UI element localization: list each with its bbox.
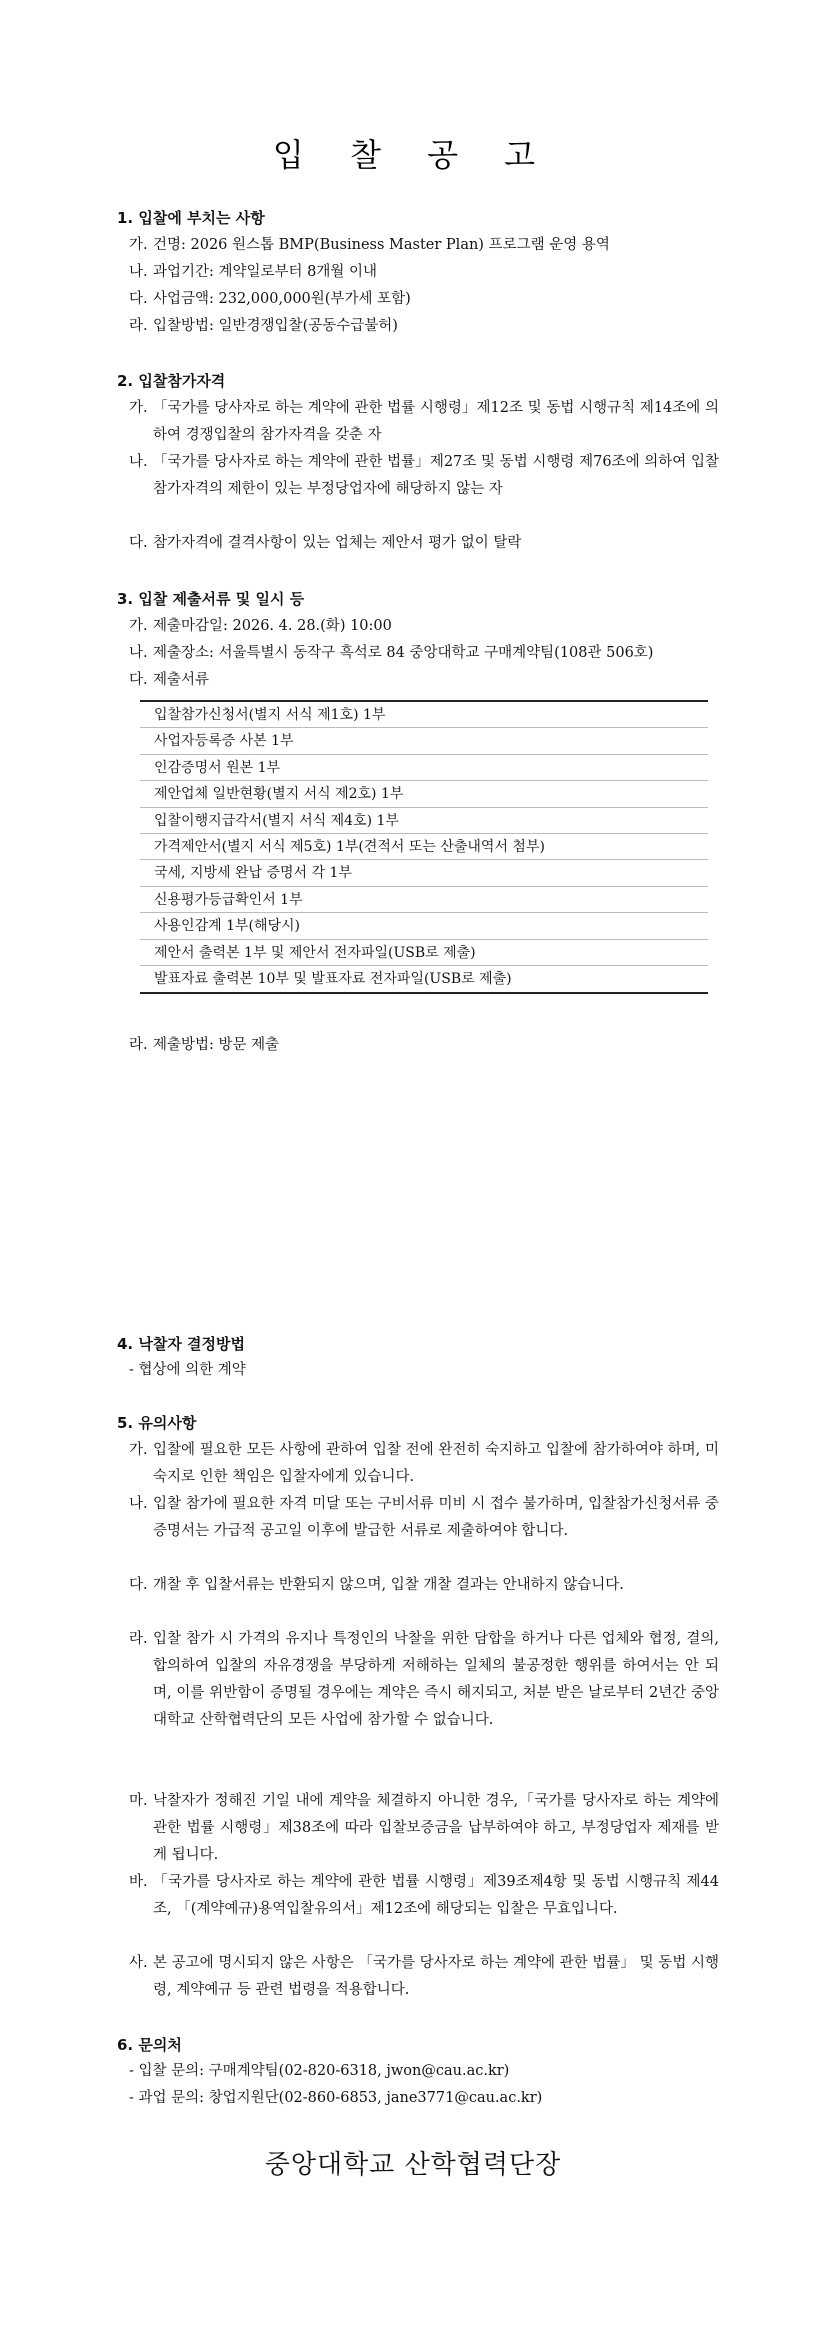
item-label: 다. xyxy=(129,672,148,688)
s4-item: - 협상에 의한 계약 xyxy=(129,1362,246,1378)
table-row: 발표자료 출력본 10부 및 발표자료 전자파일(USB로 제출) xyxy=(154,970,512,987)
item-text: 본 공고에 명시되지 않은 사항은 「국가를 당사자로 하는 계약에 관한 법률」 및 동법 시행령, 계약예규 등 관련 법령을 적용합니다. xyxy=(153,1955,719,1998)
item-label: 가. xyxy=(129,237,148,253)
item-text: 「국가를 당사자로 하는 계약에 관한 법률 시행령」제39조제4항 및 동법 시행규칙 제44조, 「(계약예규)용역입찰유의서」제12조에 해당되는 입찰은 무효입니다. xyxy=(153,1874,719,1917)
s3-item-d xyxy=(129,1032,719,1059)
contact-project: - 과업 문의: 창업지원단(02-860-6853, jane3771@cau.ac.kr) xyxy=(129,2090,543,2106)
table-row: 인감증명서 원본 1부 xyxy=(140,755,708,781)
item-text: 제출마감일: 2026. 4. 28.(화) 10:00 xyxy=(153,618,392,634)
item-text: 제출장소: 서울특별시 동작구 흑석로 84 중앙대학교 구매계약팀(108관 506호) xyxy=(153,645,654,661)
item-label: 다. xyxy=(129,291,148,307)
s1-item-c xyxy=(129,286,719,313)
section-1-heading: 1. 입찰에 부치는 사항 xyxy=(117,209,265,227)
item-label: 다. xyxy=(129,1577,148,1593)
table-row: 입찰참가신청서(별지 서식 제1호) 1부 xyxy=(140,702,708,728)
table-row: 신용평가등급확인서 1부 xyxy=(140,887,708,913)
item-label: 가. xyxy=(129,400,148,416)
s5-item-b xyxy=(129,1491,719,1545)
section-6-heading: 6. 문의처 xyxy=(117,2036,182,2054)
s1-item-b xyxy=(129,259,719,286)
s3-item-c xyxy=(129,667,719,694)
item-label: 바. xyxy=(129,1874,148,1890)
item-text: 제출방법: 방문 제출 xyxy=(153,1037,280,1053)
s2-item-a xyxy=(129,395,719,449)
item-label: 나. xyxy=(129,264,148,280)
submission-documents-table xyxy=(140,700,708,994)
issuer-signature: 중앙대학교 산학협력단장 xyxy=(264,2150,562,2180)
s5-item-d xyxy=(129,1626,719,1734)
item-label: 라. xyxy=(129,1631,148,1647)
item-text: 개찰 후 입찰서류는 반환되지 않으며, 입찰 개찰 결과는 안내하지 않습니다. xyxy=(153,1577,624,1593)
item-label: 라. xyxy=(129,1037,148,1053)
item-label: 가. xyxy=(129,1442,148,1458)
item-label: 나. xyxy=(129,454,148,470)
table-row: 제안서 출력본 1부 및 제안서 전자파일(USB로 제출) xyxy=(140,940,708,966)
item-text: 입찰방법: 일반경쟁입찰(공동수급불허) xyxy=(153,318,398,334)
item-label: 마. xyxy=(129,1793,148,1809)
table-row: 국세, 지방세 완납 증명서 각 1부 xyxy=(140,860,708,886)
item-text: 낙찰자가 정해진 기일 내에 계약을 체결하지 아니한 경우,「국가를 당사자로 하는 계약에 관한 법률 시행령」제38조에 따라 입찰보증금을 납부하여야 하고, 부정당업자 제재를 받게 됩니다. xyxy=(153,1793,719,1863)
table-row: 사용인감계 1부(해당시) xyxy=(140,913,708,939)
item-text: 「국가를 당사자로 하는 계약에 관한 법률」제27조 및 동법 시행령 제76조에 의하여 입찰참가자격의 제한이 있는 부정당업자에 해당하지 않는 자 xyxy=(153,454,719,497)
page-title: 입 찰 공 고 xyxy=(272,136,554,174)
item-label: 사. xyxy=(129,1955,148,1971)
s5-item-f xyxy=(129,1869,719,1923)
item-text: 건명: 2026 원스톱 BMP(Business Master Plan) 프로그램 운영 용역 xyxy=(153,237,610,253)
item-text: 사업금액: 232,000,000원(부가세 포함) xyxy=(153,291,411,307)
item-text: 참가자격에 결격사항이 있는 업체는 제안서 평가 없이 탈락 xyxy=(153,535,522,551)
section-2-heading: 2. 입찰참가자격 xyxy=(117,372,226,390)
s3-item-a xyxy=(129,613,719,640)
s5-item-a xyxy=(129,1437,719,1491)
item-label: 나. xyxy=(129,645,148,661)
section-3-heading: 3. 입찰 제출서류 및 일시 등 xyxy=(117,590,305,608)
s5-item-c xyxy=(129,1572,719,1599)
s5-item-g xyxy=(129,1950,719,2004)
s2-item-b xyxy=(129,449,719,503)
section-4-heading: 4. 낙찰자 결정방법 xyxy=(117,1335,246,1353)
item-text: 과업기간: 계약일로부터 8개월 이내 xyxy=(153,264,378,280)
item-label: 라. xyxy=(129,318,148,334)
s3-item-b xyxy=(129,640,719,667)
s2-item-c xyxy=(129,530,719,557)
item-text: 「국가를 당사자로 하는 계약에 관한 법률 시행령」제12조 및 동법 시행규칙 제14조에 의하여 경쟁입찰의 참가자격을 갖춘 자 xyxy=(153,400,719,443)
item-label: 나. xyxy=(129,1496,148,1512)
table-row: 입찰이행지급각서(별지 서식 제4호) 1부 xyxy=(140,808,708,834)
table-row: 사업자등록증 사본 1부 xyxy=(140,728,708,754)
item-label: 다. xyxy=(129,535,148,551)
s1-item-d xyxy=(129,313,719,340)
item-text: 제출서류 xyxy=(153,672,210,688)
table-row: 제안업체 일반현황(별지 서식 제2호) 1부 xyxy=(140,781,708,807)
section-5-heading: 5. 유의사항 xyxy=(117,1414,197,1432)
s1-item-a xyxy=(129,232,719,259)
table-row: 가격제안서(별지 서식 제5호) 1부(견적서 또는 산출내역서 첨부) xyxy=(140,834,708,860)
item-label: 가. xyxy=(129,618,148,634)
item-text: 입찰 참가에 필요한 자격 미달 또는 구비서류 미비 시 접수 불가하며, 입찰참가신청서류 중 증명서는 가급적 공고일 이후에 발급한 서류로 제출하여야 합니다. xyxy=(153,1496,719,1539)
item-text: 입찰에 필요한 모든 사항에 관하여 입찰 전에 완전히 숙지하고 입찰에 참가하여야 하며, 미숙지로 인한 책임은 입찰자에게 있습니다. xyxy=(153,1442,719,1485)
item-text: 입찰 참가 시 가격의 유지나 특정인의 낙찰을 위한 담합을 하거나 다른 업체와 협정, 결의, 합의하여 입찰의 자유경쟁을 부당하게 저해하는 일체의 불공정한 행위를 하여서는 안 되며, 이를 위반함이 증명될 경우에는 계약은 즉시 해지되고, 처분 받은 날로부터 2년간 중앙대학교 산학협력단의 모든 사업에 참가할 수 없습니다. xyxy=(153,1631,719,1728)
contact-bidding: - 입찰 문의: 구매계약팀(02-820-6318, jwon@cau.ac.kr) xyxy=(129,2063,510,2079)
s5-item-e xyxy=(129,1788,719,1869)
